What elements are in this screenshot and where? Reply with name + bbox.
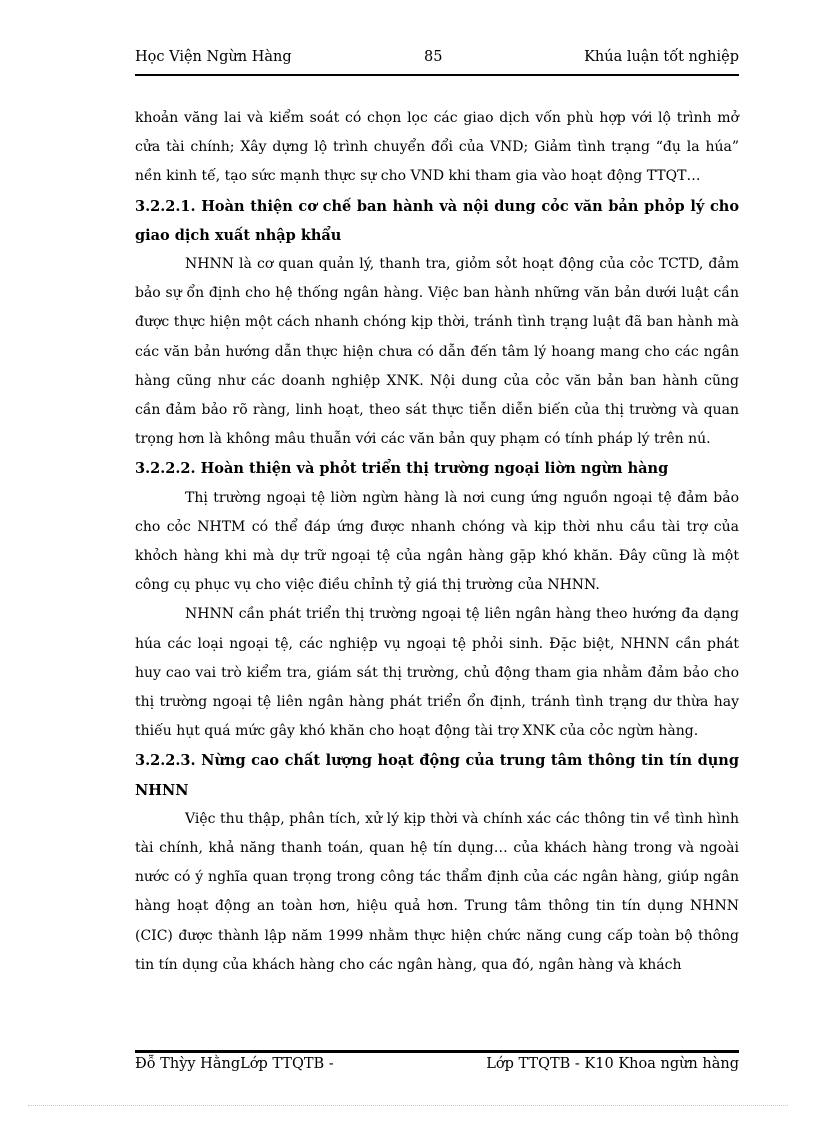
header-document-type: Khúa luận tốt nghiệp (584, 49, 739, 65)
footer-divider (135, 1050, 739, 1053)
section-heading-3-2-2-1: 3.2.2.1. Hoàn thiện cơ chế ban hành và nội dung cỏc văn bản phỏp lý cho giao dịch xuất nhập khẩu (135, 197, 739, 244)
page-footer (135, 1056, 739, 1078)
page-number: 85 (424, 49, 443, 65)
page-header (135, 49, 739, 71)
section-heading-3-2-2-2: 3.2.2.2. Hoàn thiện và phỏt triển thị trường ngoại liờn ngừn hàng (135, 460, 669, 478)
paragraph: Thị trường ngoại tệ liờn ngừn hàng là nơi cung ứng nguồn ngoại tệ đảm bảo cho cỏc NHTM có thể đáp ứng được nhanh chóng và kịp thời nhu cầu tài trợ của khỏch hàng khi mà dự trữ ngoại tệ của ngân hàng gặp khó khăn. Đây cũng là một công cụ phục vụ cho việc điều chỉnh tỷ giá thị trường của NHNN. (135, 489, 739, 594)
footer-class: Lớp TTQTB - K10 Khoa ngừn hàng (486, 1056, 739, 1072)
paragraph: NHNN là cơ quan quản lý, thanh tra, giỏm sỏt hoạt động của cỏc TCTD, đảm bảo sự ổn định cho hệ thống ngân hàng. Việc ban hành những văn bản dưới luật cần được thực hiện một cách nhanh chóng kịp thời, tránh tình trạng luật đã ban hành mà các văn bản hướng dẫn thực hiện chưa có dẫn đến tâm lý hoang mang cho các ngân hàng cũng như các doanh nghiệp XNK. Nội dung của cỏc văn bản ban hành cũng cần đảm bảo rõ ràng, linh hoạt, theo sát thực tiễn diễn biến của thị trường và quan trọng hơn là không mâu thuẫn với các văn bản quy phạm có tính pháp lý trên nú. (135, 256, 739, 448)
page-bottom-dotted-line (28, 1105, 788, 1106)
paragraph: NHNN cần phát triển thị trường ngoại tệ liên ngân hàng theo hướng đa dạng húa các loại ngoại tệ, các nghiệp vụ ngoại tệ phỏi sinh. Đặc biệt, NHNN cần phát huy cao vai trò kiểm tra, giám sát thị trường, chủ động tham gia nhằm đảm bảo cho thị trường ngoại tệ liên ngân hàng phát triển ổn định, tránh tình trạng dư thừa hay thiếu hụt quá mức gây khó khăn cho hoạt động tài trợ XNK của cỏc ngừn hàng. (135, 606, 739, 740)
header-divider (135, 74, 739, 76)
header-institution: Học Viện Ngừn Hàng (135, 49, 292, 65)
page-body (135, 104, 739, 980)
footer-author: Đỗ Thỳy HằngLớp TTQTB - (135, 1056, 334, 1072)
intro-paragraph: khoản văng lai và kiểm soát có chọn lọc các giao dịch vốn phù hợp với lộ trình mở cửa tài chính; Xây dựng lộ trình chuyển đổi của VND; Giảm tình trạng “đụ la húa” nền kinh tế, tạo sức mạnh thực sự cho VND khi tham gia vào hoạt động TTQT… (135, 110, 739, 185)
section-heading-3-2-2-3: 3.2.2.3. Nừng cao chất lượng hoạt động của trung tâm thông tin tín dụng NHNN (135, 752, 739, 799)
paragraph: Việc thu thập, phân tích, xử lý kịp thời và chính xác các thông tin về tình hình tài chính, khả năng thanh toán, quan hệ tín dụng… của khách hàng trong và ngoài nước có ý nghĩa quan trọng trong công tác thẩm định của các ngân hàng, giúp ngân hàng hoạt động an toàn hơn, hiệu quả hơn. Trung tâm thông tin tín dụng NHNN (CIC) được thành lập năm 1999 nhằm thực hiện chức năng cung cấp toàn bộ thông tin tín dụng của khách hàng cho các ngân hàng, qua đó, ngân hàng và khách (135, 810, 739, 973)
